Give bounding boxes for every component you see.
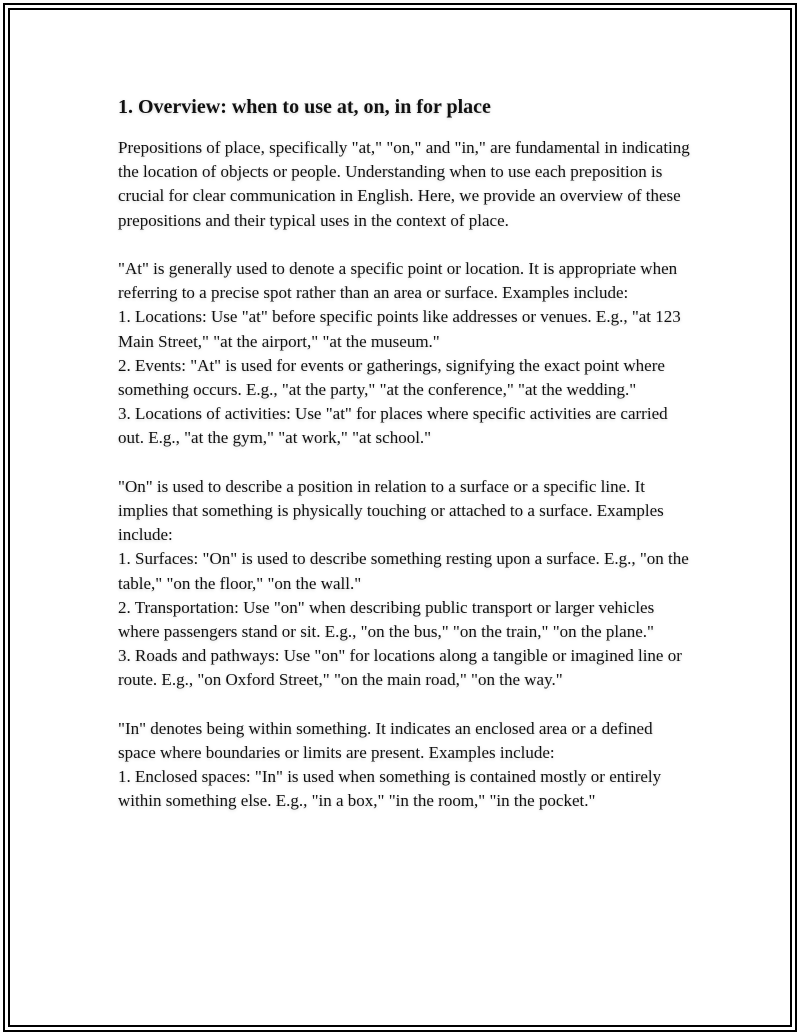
- body-text: Prepositions of place, specifically "at," "on," and "in," are fundamental in indicating the location of objects or people. Understanding when to use each preposition is crucial for clear communication in English. Here, we provide an overview of these prepositions and their typical uses in the context of place. "At" is generally used to denote a specific point or location. It is appropriate when referring to a precise spot rather than an area or surface. Examples include: 1. Locations: Use "at" before specific points like addresses or venues. E.g., "at 123 Main Street," "at the airport," "at the museum." 2. Events: "At" is used for events or gatherings, signifying the exact point where something occurs. E.g., "at the party," "at the conference," "at the wedding." 3. Locations of activities: Use "at" for places where specific activities are carried out. E.g., "at the gym," "at work," "at school." "On" is used to describe a position in relation to a surface or a specific line. It implies that something is physically touching or attached to a surface. Examples include: 1. Surfaces: "On" is used to describe something resting upon a surface. E.g., "on the table," "on the floor," "on the wall." 2. Transportation: Use "on" when describing public transport or larger vehicles where passengers stand or sit. E.g., "on the bus," "on the train," "on the plane." 3. Roads and pathways: Use "on" for locations along a tangible or imagined line or route. E.g., "on Oxford Street," "on the main road," "on the way." "In" denotes being within something. It indicates an enclosed area or a defined space where boundaries or limits are present. Examples include: 1. Enclosed spaces: "In" is used when something is contained mostly or entirely within something else. E.g., "in a box," "in the room," "in the pocket.": [118, 138, 690, 811]
- section-heading: 1. Overview: when to use at, on, in for place: [118, 96, 491, 118]
- document-content: [118, 94, 690, 814]
